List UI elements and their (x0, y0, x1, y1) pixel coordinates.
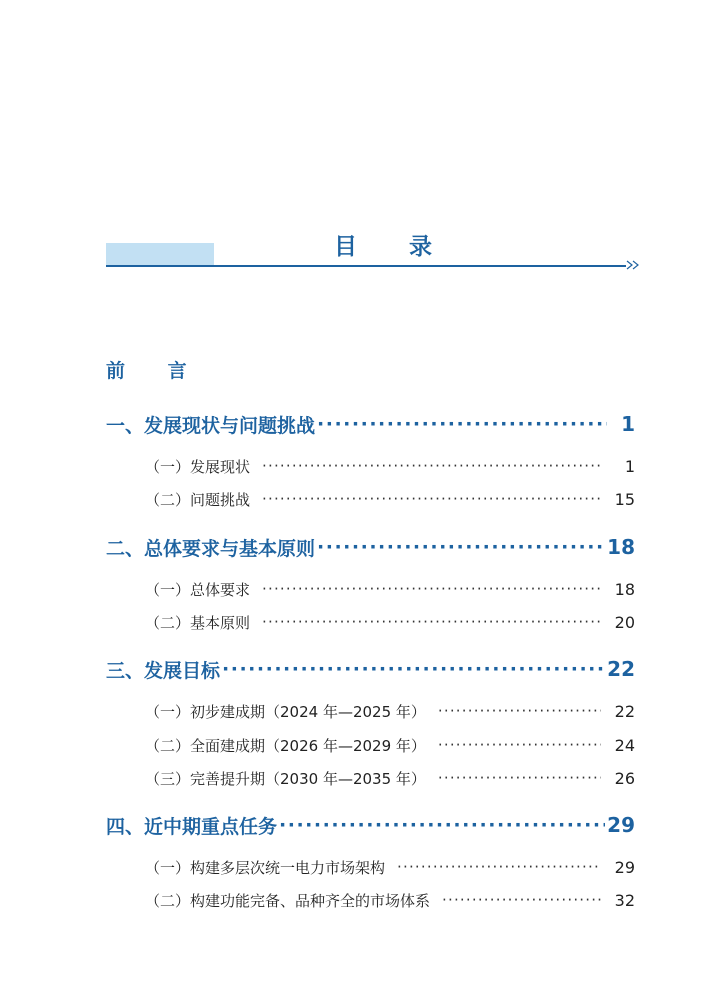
toc-section-4-2[interactable] (0, 889, 721, 911)
toc-leader-dots (279, 814, 605, 836)
toc-section-3-2[interactable] (0, 734, 721, 756)
toc-page-number: 15 (614, 489, 635, 509)
toc-chapter-label: 四、近中期重点任务 (106, 815, 278, 838)
toc-page-number: 18 (607, 535, 635, 559)
toc-section-label: （一）构建多层次统一电力市场架构 (145, 858, 386, 877)
toc-leader-dots (262, 613, 601, 631)
toc-section-3-3[interactable] (0, 767, 721, 789)
double-chevron-right-icon (625, 255, 641, 275)
toc-page-number: 18 (614, 579, 635, 599)
title-underline (106, 265, 626, 267)
toc-section-3-1[interactable] (0, 700, 721, 722)
toc-section-label: （二）全面建成期（2026 年—2029 年） (145, 736, 426, 755)
toc-leader-dots (438, 769, 601, 787)
toc-section-4-1[interactable] (0, 856, 721, 878)
toc-section-label: （二）问题挑战 (145, 490, 251, 509)
toc-chapter-4[interactable] (0, 811, 721, 839)
toc-chapter-2[interactable] (0, 533, 721, 561)
toc-page-number: 26 (614, 768, 635, 788)
toc-section-label: （三）完善提升期（2030 年—2035 年） (145, 769, 426, 788)
toc-leader-dots (397, 858, 601, 876)
toc-page-number: 32 (614, 890, 635, 910)
toc-leader-dots (262, 580, 601, 598)
toc-section-label: （一）初步建成期（2024 年—2025 年） (145, 702, 426, 721)
toc-leader-dots (262, 490, 601, 508)
toc-preface-link[interactable]: 前 言 (106, 360, 205, 382)
toc-chapter-1[interactable] (0, 410, 721, 438)
toc-section-1-1[interactable] (0, 455, 721, 477)
toc-page-number: 29 (614, 857, 635, 877)
toc-section-label: （一）总体要求 (145, 580, 251, 599)
toc-section-2-1[interactable] (0, 578, 721, 600)
toc-leader-dots (438, 702, 601, 720)
toc-header (106, 226, 638, 272)
toc-chapter-label: 一、发展现状与问题挑战 (106, 414, 316, 437)
toc-section-2-2[interactable] (0, 611, 721, 633)
page-title: 目 录 (333, 233, 454, 260)
toc-page-number: 1 (621, 412, 635, 436)
toc-section-label: （一）发展现状 (145, 457, 251, 476)
toc-page-number: 1 (624, 456, 635, 476)
toc-page-number: 22 (614, 701, 635, 721)
toc-page-number: 29 (607, 813, 635, 837)
toc-leader-dots (262, 457, 601, 475)
toc-leader-dots (317, 536, 605, 558)
toc-chapter-label: 二、总体要求与基本原则 (106, 537, 316, 560)
toc-leader-dots (438, 736, 601, 754)
toc-page-number: 24 (614, 735, 635, 755)
toc-leader-dots (222, 658, 605, 680)
toc-chapter-3[interactable] (0, 655, 721, 683)
toc-section-label: （二）基本原则 (145, 613, 251, 632)
toc-section-1-2[interactable] (0, 488, 721, 510)
toc-page-number: 22 (607, 657, 635, 681)
toc-page-number: 20 (614, 612, 635, 632)
toc-section-label: （二）构建功能完备、品种齐全的市场体系 (145, 891, 431, 910)
toc-leader-dots (317, 413, 607, 435)
toc-chapter-label: 三、发展目标 (106, 659, 221, 682)
toc-leader-dots (442, 891, 601, 909)
